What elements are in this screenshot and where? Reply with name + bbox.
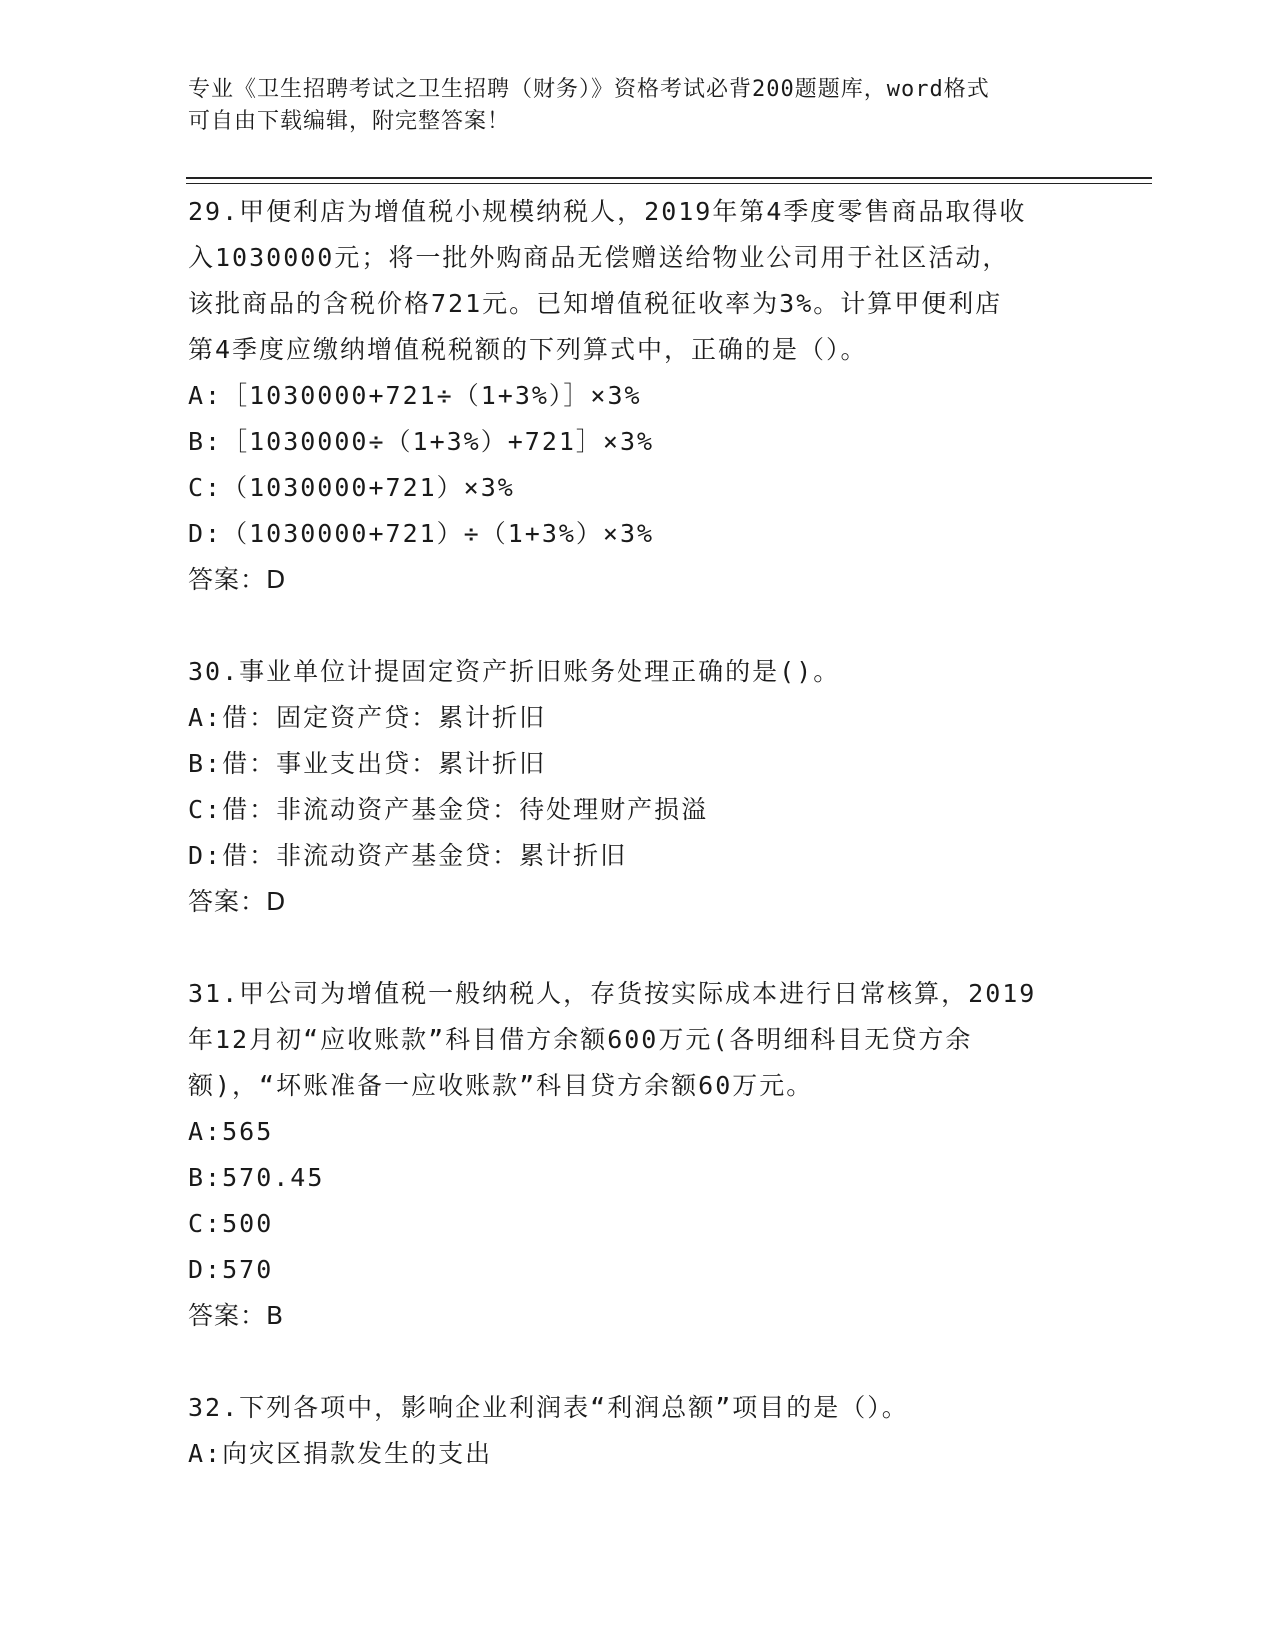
question-text-line: 第4季度应缴纳增值税税额的下列算式中，正确的是（）。 bbox=[188, 335, 868, 364]
question-text-line: 入1030000元；将一批外购商品无偿赠送给物业公司用于社区活动， bbox=[188, 243, 1010, 272]
question-text-line: 31.甲公司为增值税一般纳税人，存货按实际成本进行日常核算，2019 bbox=[188, 979, 1037, 1008]
option-d: D:（1030000+721）÷（1+3%）×3% bbox=[188, 519, 655, 548]
question-text-line: 29.甲便利店为增值税小规模纳税人，2019年第4季度零售商品取得收 bbox=[188, 197, 1027, 226]
document-header bbox=[188, 74, 1088, 138]
option-b: B:借：事业支出贷：累计折旧 bbox=[188, 749, 547, 778]
option-c: C:（1030000+721）×3% bbox=[188, 473, 515, 502]
question-31 bbox=[188, 971, 1148, 1339]
option-c: C:500 bbox=[188, 1209, 274, 1238]
question-text-line: 额)，“坏账准备一应收账款”科目贷方余额60万元。 bbox=[188, 1071, 814, 1100]
answer-line: 答案：D bbox=[188, 565, 287, 594]
option-a: A:［1030000+721÷（1+3%）］×3% bbox=[188, 381, 642, 410]
question-list bbox=[188, 189, 1148, 1523]
answer-line: 答案：D bbox=[188, 887, 287, 916]
header-divider-thin bbox=[186, 183, 1152, 184]
answer-line: 答案：B bbox=[188, 1301, 285, 1330]
option-c: C:借：非流动资产基金贷：待处理财产损溢 bbox=[188, 795, 709, 824]
option-b: B:［1030000÷（1+3%）+721］×3% bbox=[188, 427, 655, 456]
option-b: B:570.45 bbox=[188, 1163, 325, 1192]
option-a: A:借：固定资产贷：累计折旧 bbox=[188, 703, 547, 732]
question-29 bbox=[188, 189, 1148, 603]
question-text-line: 32.下列各项中，影响企业利润表“利润总额”项目的是（）。 bbox=[188, 1393, 909, 1422]
question-32 bbox=[188, 1385, 1148, 1477]
option-a: A:向灾区捐款发生的支出 bbox=[188, 1439, 493, 1468]
header-line-1: 专业《卫生招聘考试之卫生招聘（财务）》资格考试必背200题题库，word格式 bbox=[188, 77, 990, 102]
header-line-2: 可自由下载编辑，附完整答案！ bbox=[188, 109, 511, 134]
question-text-line: 30.事业单位计提固定资产折旧账务处理正确的是()。 bbox=[188, 657, 841, 686]
question-text-line: 该批商品的含税价格721元。已知增值税征收率为3%。计算甲便利店 bbox=[188, 289, 1003, 318]
option-d: D:570 bbox=[188, 1255, 274, 1284]
question-text-line: 年12月初“应收账款”科目借方余额600万元(各明细科目无贷方余 bbox=[188, 1025, 973, 1054]
question-30 bbox=[188, 649, 1148, 925]
option-a: A:565 bbox=[188, 1117, 274, 1146]
header-divider-thick bbox=[186, 177, 1152, 179]
option-d: D:借：非流动资产基金贷：累计折旧 bbox=[188, 841, 628, 870]
